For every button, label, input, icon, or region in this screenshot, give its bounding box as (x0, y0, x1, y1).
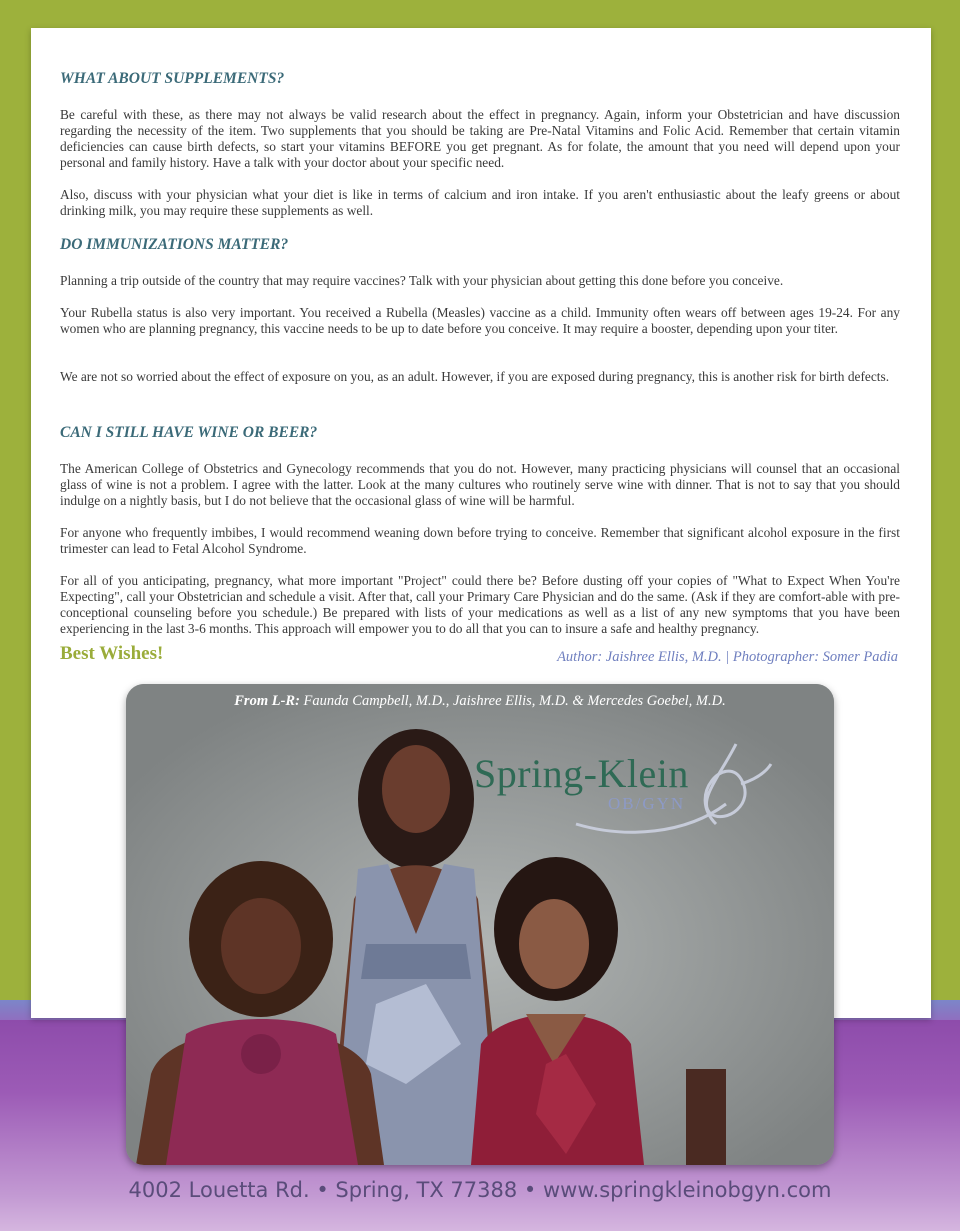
practice-logo-sub: OB/GYN (608, 794, 686, 813)
paragraph: The American College of Obstetrics and Gynecology recommends that you do not. However, many practicing physicians will counsel that an occasional glass of wine is not a problem. I agree with the latter. Look at the many cultures who routinely serve wine with dinner. That is not to say that you should indulge on a nightly basis, but I do not believe that the occasional glass of wine will be harmful. (60, 461, 900, 508)
paragraph: We are not so worried about the effect of exposure on you, as an adult. However, if you are exposed during pregnancy, this is another risk for birth defects. (60, 369, 890, 384)
paragraph: Also, discuss with your physician what your diet is like in terms of calcium and iron intake. If you aren't enthusiastic about the leafy greens or about drinking milk, you may require these supplements as well. (60, 187, 900, 218)
paragraph: For all of you anticipating, pregnancy, what more important "Project" could there be? Before dusting off your copies of "What to Expect When You're Expecting", call your Obstetrician and schedule a visit. After that, call your Primary Care Physician and do the same. (Ask if they are comfort-able with pre-conceptional counseling before you schedule.) Be prepared with lists of your medications as well as a list of any new symptoms that you have been experiencing in the last 3-6 months. This approach will empower you to do all that you can to insure a safe and healthy pregnancy. (60, 573, 900, 636)
paragraph: Your Rubella status is also very important. You received a Rubella (Measles) vaccine as a child. Immunity often wears off between ages 19-24. For any women who are planning pregnancy, this vaccine needs to be up to date before you conceive. It may require a booster, depending upon your titer. (60, 305, 900, 336)
footer-address: 4002 Louetta Rd. • Spring, TX 77388 • www.springkleinobgyn.com (128, 1178, 832, 1202)
section-heading: DO IMMUNIZATIONS MATTER? (60, 236, 289, 253)
caption-names: Faunda Campbell, M.D., Jaishree Ellis, M.D. & Mercedes Goebel, M.D. (303, 693, 726, 709)
paragraph: For anyone who frequently imbibes, I would recommend weaning down before trying to conceive. Remember that significant alcohol exposure in the first trimester can lead to Fetal Alcohol Syndrome. (60, 525, 900, 556)
paragraph: Be careful with these, as there may not always be valid research about the effect in pregnancy. Again, inform your Obstetrician and have discussion regarding the necessity of the item. Two supplements that you should be taking are Pre-Natal Vitamins and Folic Acid. Remember that certain vitamin deficiencies can cause birth defects, so start your vitamins BEFORE you get pregnant. As for folate, the amount that you need will depend upon your personal and family history. Have a talk with your doctor about your specific need. (60, 107, 900, 170)
closing-text: Best Wishes! (60, 643, 164, 664)
group-photo (126, 684, 834, 1165)
caption-lead: From L-R: (234, 693, 300, 709)
photo-caption (126, 693, 834, 710)
section-heading: CAN I STILL HAVE WINE OR BEER? (60, 424, 318, 441)
section-heading: WHAT ABOUT SUPPLEMENTS? (60, 70, 285, 87)
paragraph: Planning a trip outside of the country that may require vaccines? Talk with your physician about getting this done before you conceive. (60, 273, 784, 288)
practice-logo-name: Spring-Klein (474, 751, 689, 796)
author-credits: Author: Jaishree Ellis, M.D. | Photographer: Somer Padia (557, 649, 898, 665)
